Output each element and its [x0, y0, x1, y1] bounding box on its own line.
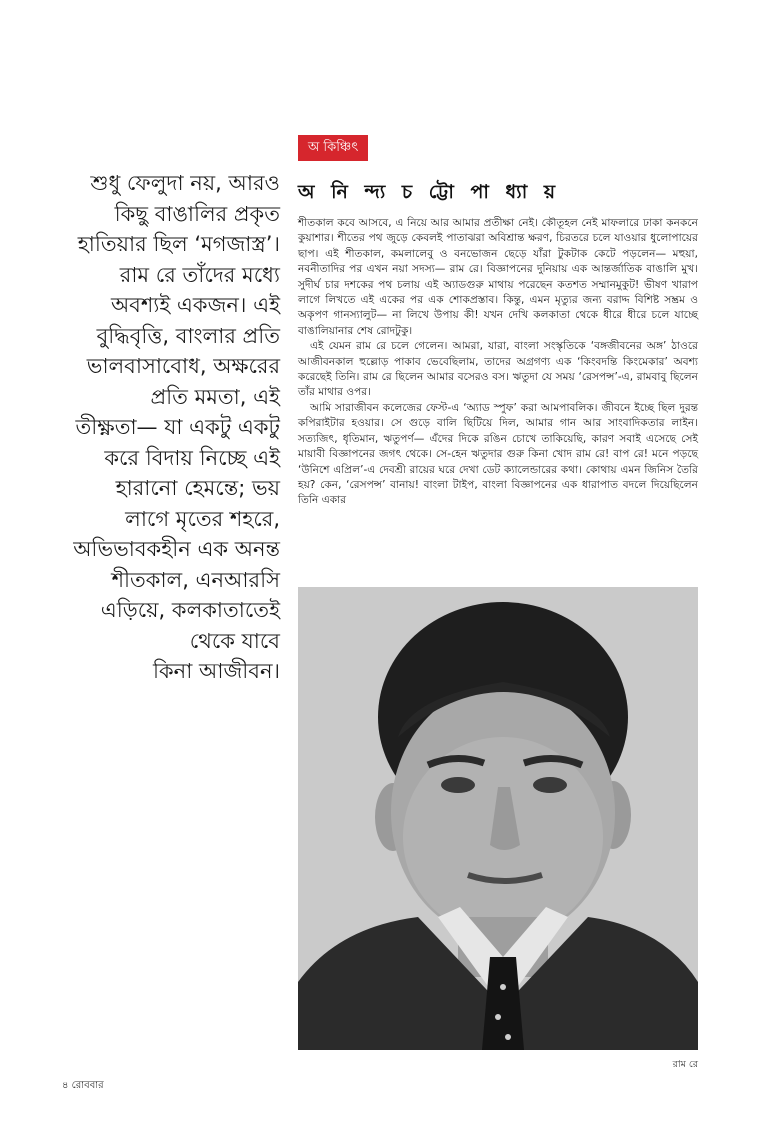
article-paragraph: শীতকাল কবে আসবে, এ নিয়ে আর আমার প্রতীক্ষা নেই। কৌতূহল নেই মাফলারে ঢাকা কনকনে কুয়াশার। শীতের পথ জুড়ে কেবলই পাতাঝরা অবিশ্রান্ত ক্ষরণ, চিরতরে চলে যাওয়ার ধুলোপায়ের ছাপ। এই শীতকাল, কমলালেবু ও বনভোজন ছেড়ে যাঁরা টুকটাক কেটে পড়লেন— মহুয়া, নবনীতাদির পর এখন নয়া সদস্য— রাম রে। বিজ্ঞাপনের দুনিয়ায় এক আন্তর্জাতিক বাঙালি মুখ। সুদীর্ঘ চার দশকের পথ চলায় এই অ্যাডগুরু মাথায় পরেছেন কতশত সম্মানমুকুট! ভীষণ খারাপ লাগে লিখতে এই একের পর এক শোকপ্রস্তাব। কিন্তু, এমন মৃত্যুর জন্য বরাদ্দ বিশিষ্ট সম্ভ্রম ও অকৃপণ গানস্যালুট— না লিখে উপায় কী! যখন দেখি কলকাতা থেকে ধীরে ধীরে চলে যাচ্ছে বাঙালিয়ানার শেষ রোদটুকু।	[298, 217, 698, 337]
pull-quote-line: ভালবাসাবোধ, অক্ষরের	[86, 354, 280, 378]
pull-quote-line: অভিভাবকহীন এক অনন্ত	[73, 537, 280, 561]
article-paragraph: এই যেমন রাম রে চলে গেলেন। আমরা, যারা, বাংলা সংস্কৃতিকে ‘বঙ্গজীবনের অঙ্গ’ ঠাওরে আজীবনকাল হুল্লোড় পাকাব ভেবেছিলাম, তাদের অগ্রগণ্য এক ‘কিংবদন্তি কিংমেকার’ অবশ্য করেছেই তিনি। রাম রে ছিলেন আমার বসেরও বস। ঋতুদা যে সময় ‘রেসপন্স’-এ, রামবাবু ছিলেন তাঁর মাথার ওপর।	[298, 340, 698, 399]
pull-quote-line: হাতিয়ার ছিল ‘মগজাস্ত্র’।	[77, 232, 280, 256]
portrait-photo	[298, 587, 698, 1050]
photo-caption: রাম রে	[672, 1059, 698, 1070]
pull-quote-line: কিছু বাঙালির প্রকৃত	[114, 201, 280, 226]
pull-quote-line: হারানো হেমন্তে; ভয়	[115, 476, 280, 500]
pull-quote-line: এড়িয়ে, কলকাতাতেই	[100, 598, 280, 622]
article-body	[298, 216, 698, 509]
pull-quote-line: থেকে যাবে	[189, 628, 280, 653]
pull-quote-line: শীতকাল, এনআরসি	[111, 567, 280, 592]
pull-quote-line: বুদ্ধিবৃত্তি, বাংলার প্রতি	[96, 323, 280, 348]
pull-quote	[60, 168, 280, 687]
pull-quote-line: লাগে মৃতের শহরে,	[125, 506, 280, 531]
pull-quote-line: অবশ্যই একজন। এই	[110, 293, 280, 317]
pull-quote-line: শুধু ফেলুদা নয়, আরও	[90, 171, 280, 195]
page-folio: ৪ রোববার	[62, 1080, 104, 1091]
portrait-illustration	[298, 587, 698, 1050]
pull-quote-line: রাম রে তাঁদের মধ্যে	[119, 262, 280, 287]
pull-quote-line: কিনা আজীবন।	[152, 659, 280, 683]
pull-quote-line: করে বিদায় নিচ্ছে এই	[104, 445, 280, 470]
byline: অ নি ন্দ্য চ ট্টো পা ধ্যা য়	[298, 181, 561, 203]
section-tag: অ কিঞ্চিৎ	[298, 135, 368, 161]
pull-quote-line: প্রতি মমতা, এই	[150, 384, 280, 409]
article-paragraph: আমি সারাজীবন কলেজের ফেস্ট-এ ‘অ্যাড স্পুফ’ করা আমপাবলিক। জীবনে ইচ্ছে ছিল দুরন্ত কপিরাইটার হওয়ার। সে গুড়ে বালি ছিটিয়ে দিল, আমার গান আর সাংবাদিকতার লাইন। সত্যজিৎ, ধৃতিমান, ঋতুপর্ণ— এঁদের দিকে রঙিন চোখে তাকিয়েছি, কারণ সবাই এসেছে সেই মায়াবী বিজ্ঞাপনের জগৎ থেকে। সে-হেন ঋতুদার গুরু কিনা খোদ রাম রে! বাপ রে! মনে পড়ছে ‘উনিশে এপ্রিল’-এ দেবশ্রী রায়ের ঘরে দেখা ডেট ক্যালেন্ডারের কথা। কোথায় এমন জিনিস তৈরি হয়? কেন, ‘রেসপন্স’ বানায়! বাংলা টাইপ, বাংলা বিজ্ঞাপনের এক ধারাপাত বদলে দিয়েছিলেন তিনি একার	[298, 401, 698, 507]
pull-quote-line: তীক্ষ্ণতা— যা একটু একটু	[75, 415, 280, 439]
